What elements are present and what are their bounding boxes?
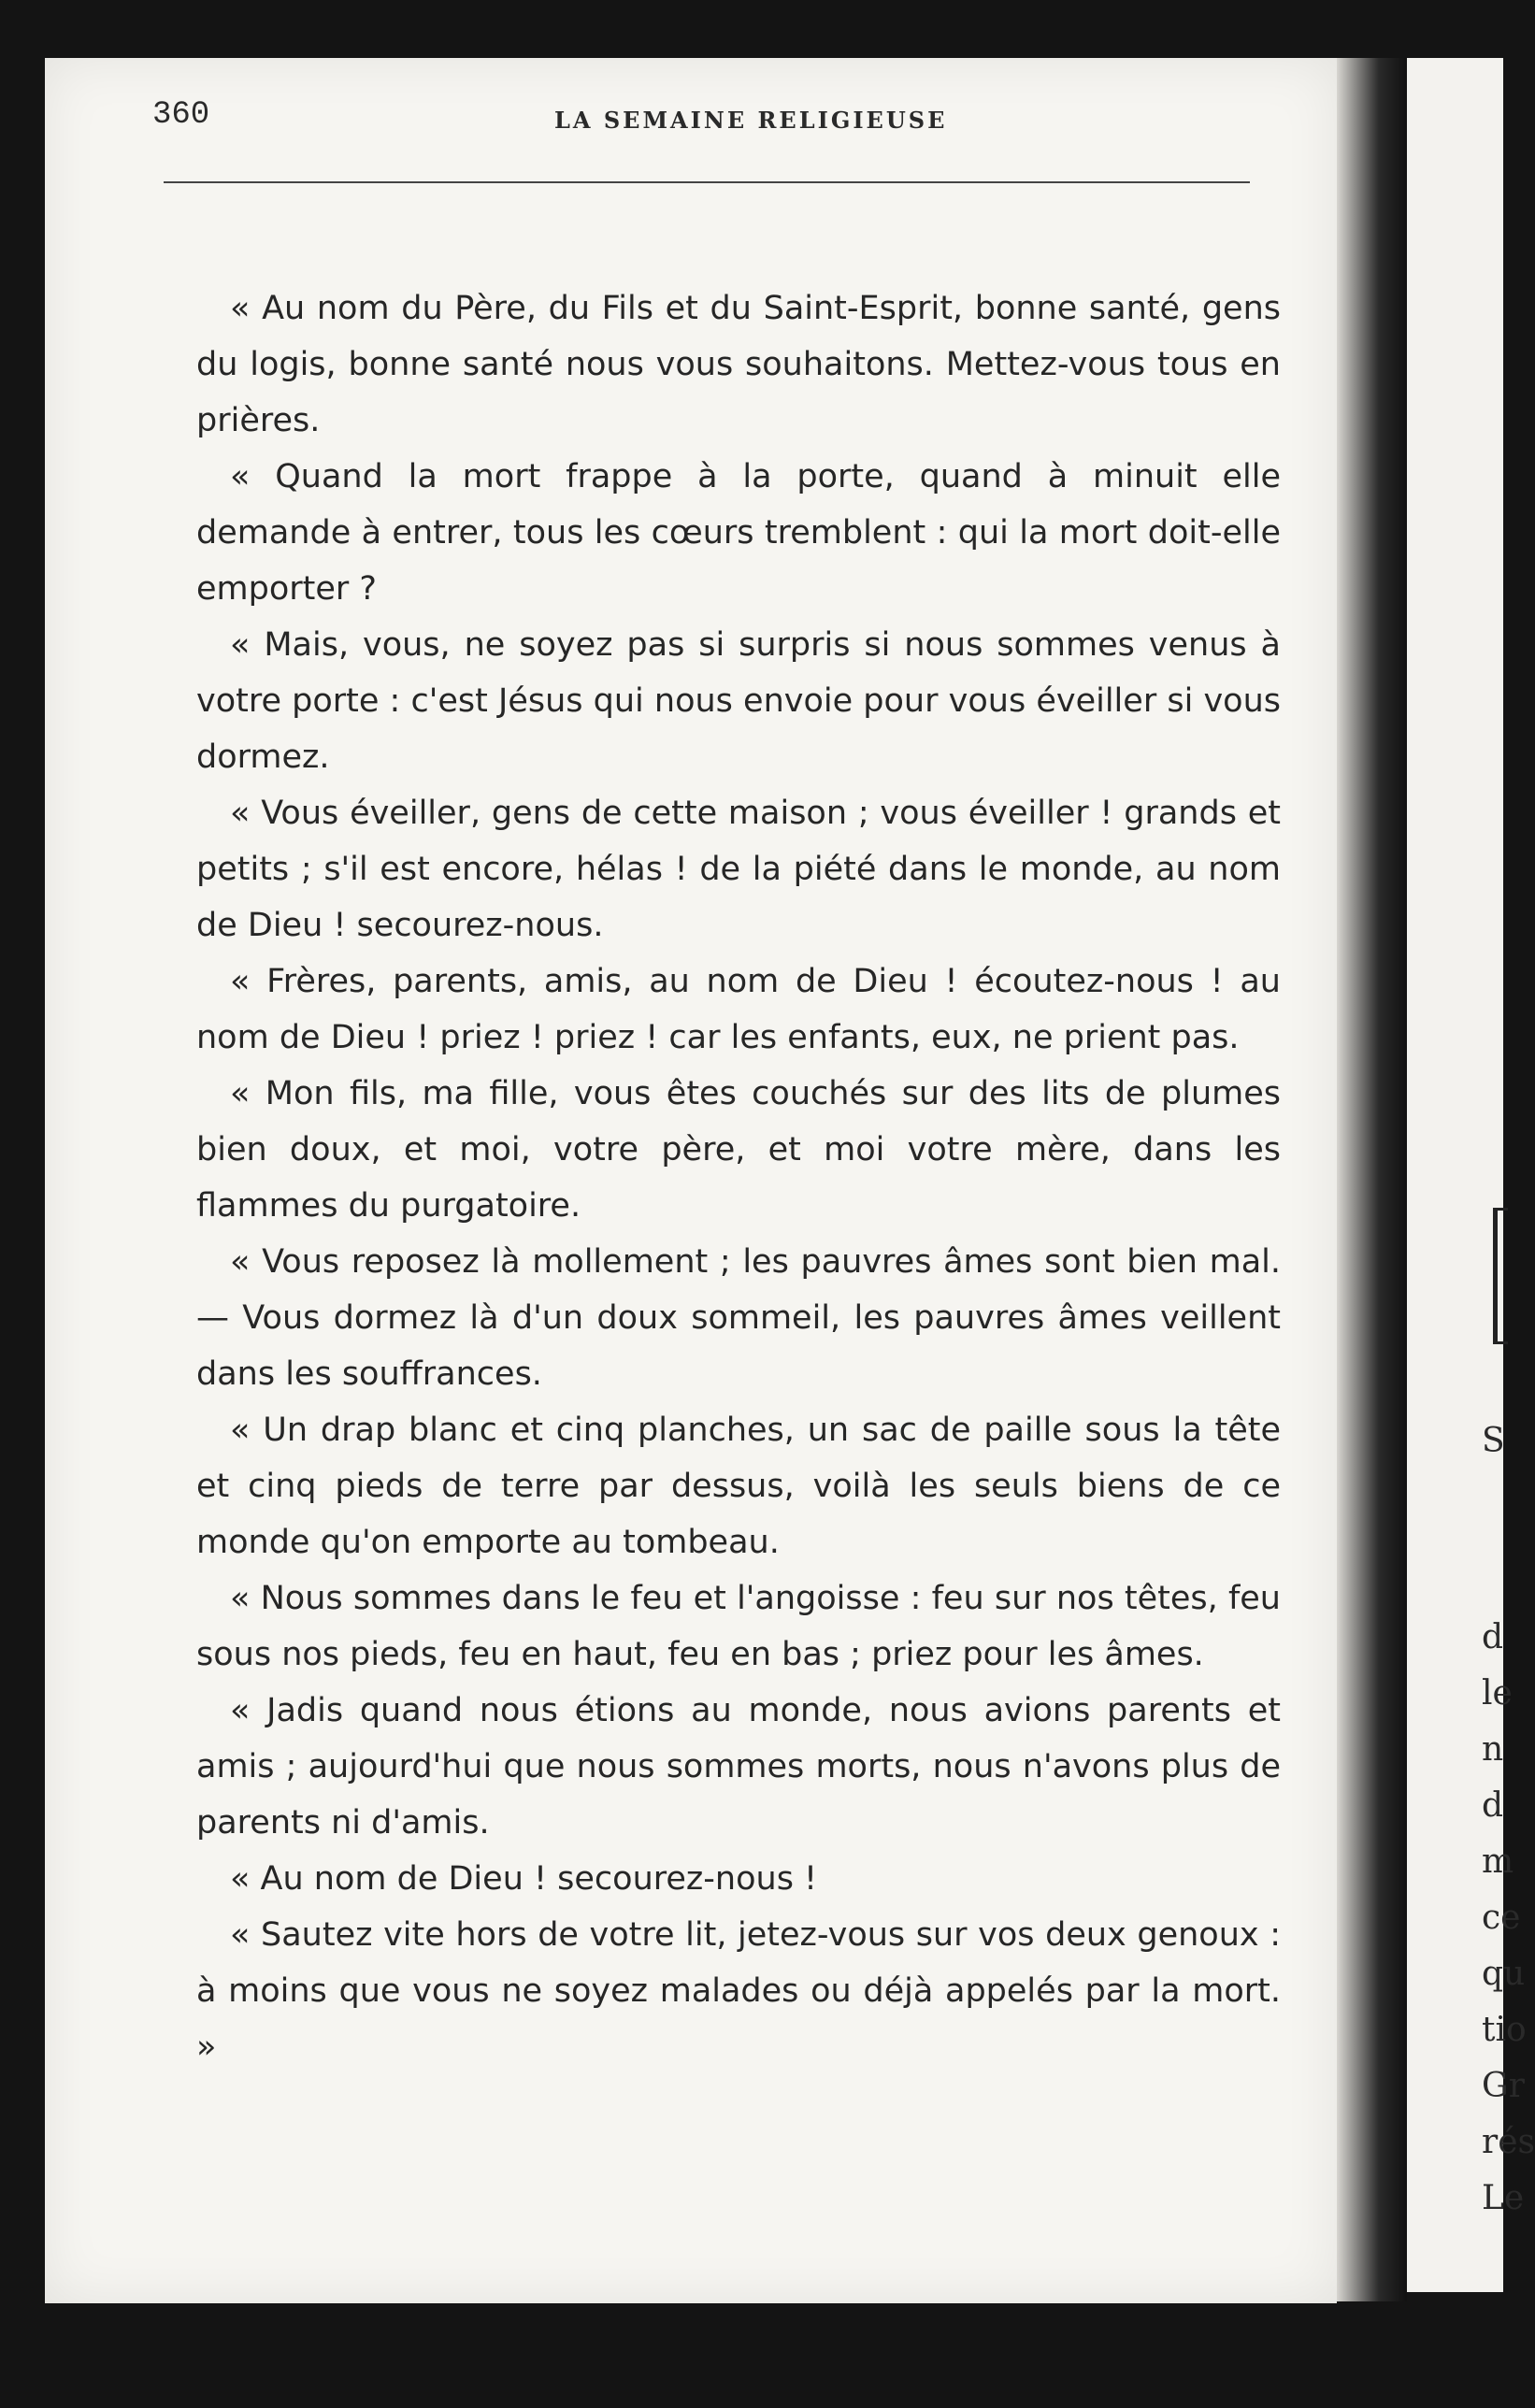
page-header — [152, 97, 1274, 153]
facing-page-box — [1493, 1208, 1508, 1344]
facing-fragment: m — [1482, 1842, 1514, 1881]
facing-fragment: le — [1482, 1674, 1513, 1713]
facing-fragment: tio — [1482, 2011, 1527, 2049]
facing-fragment: S — [1482, 1422, 1505, 1460]
paragraph: « Mon fils, ma fille, vous êtes couchés sur des lits de plumes bien doux, et moi, votre père, et moi votre mère, dans les flammes du purgatoire. — [196, 1075, 1281, 1225]
paragraph: « Nous sommes dans le feu et l'angoisse : feu sur nos têtes, feu sous nos pieds, feu en haut, feu en bas ; priez pour les âmes. — [196, 1580, 1281, 1673]
running-head: LA SEMAINE RELIGIEUSE — [554, 107, 948, 134]
paragraph: « Quand la mort frappe à la porte, quand à minuit elle demande à entrer, tous les cœurs tremblent : qui la mort doit-elle emporter ? — [196, 458, 1281, 608]
paragraph: « Un drap blanc et cinq planches, un sac de paille sous la tête et cinq pieds de terre par dessus, voilà les seuls biens de ce monde qu'on emporte au tombeau. — [196, 1412, 1281, 1561]
facing-fragment: d — [1482, 1618, 1504, 1656]
paragraph: « Au nom du Père, du Fils et du Saint-Esprit, bonne santé, gens du logis, bonne santé nous vous souhaitons. Mettez-vous tous en prières. — [196, 290, 1281, 439]
facing-page — [1407, 58, 1535, 2292]
facing-fragment: d — [1482, 1786, 1504, 1825]
facing-fragment: ce — [1482, 1899, 1521, 1937]
paragraph: « Jadis quand nous étions au monde, nous avions parents et amis ; aujourd'hui que nous sommes morts, nous n'avons plus de parents ni d'amis. — [196, 1692, 1281, 1842]
facing-fragment: Le — [1482, 2179, 1525, 2217]
facing-fragment: qu — [1482, 1955, 1526, 1993]
paragraph: « Vous éveiller, gens de cette maison ; vous éveiller ! grands et petits ; s'il est encore, hélas ! de la piété dans le monde, au nom de Dieu ! secourez-nous. — [196, 795, 1281, 944]
paragraph: « Au nom de Dieu ! secourez-nous ! — [230, 1860, 818, 1898]
paragraph: « Vous reposez là mollement ; les pauvres âmes sont bien mal. — Vous dormez là d'un doux sommeil, les pauvres âmes veillent dans les souffrances. — [196, 1243, 1281, 1393]
paragraph: « Sautez vite hors de votre lit, jetez-vous sur vos deux genoux : à moins que vous ne soyez malades ou déjà appelés par la mort. » — [196, 1916, 1281, 2066]
body-text — [196, 280, 1281, 2075]
paragraph: « Frères, parents, amis, au nom de Dieu ! écoutez-nous ! au nom de Dieu ! priez ! priez ! car les enfants, eux, ne prient pas. — [196, 963, 1281, 1056]
facing-fragment: Gr — [1482, 2067, 1525, 2105]
book-spine — [1337, 58, 1407, 2301]
paragraph: « Mais, vous, ne soyez pas si surpris si nous sommes venus à votre porte : c'est Jésus qui nous envoie pour vous éveiller si vous dormez. — [196, 626, 1281, 776]
facing-fragment: n — [1482, 1730, 1504, 1769]
page-number: 360 — [152, 97, 210, 133]
facing-fragment: rés — [1482, 2123, 1535, 2161]
header-rule — [164, 181, 1250, 183]
